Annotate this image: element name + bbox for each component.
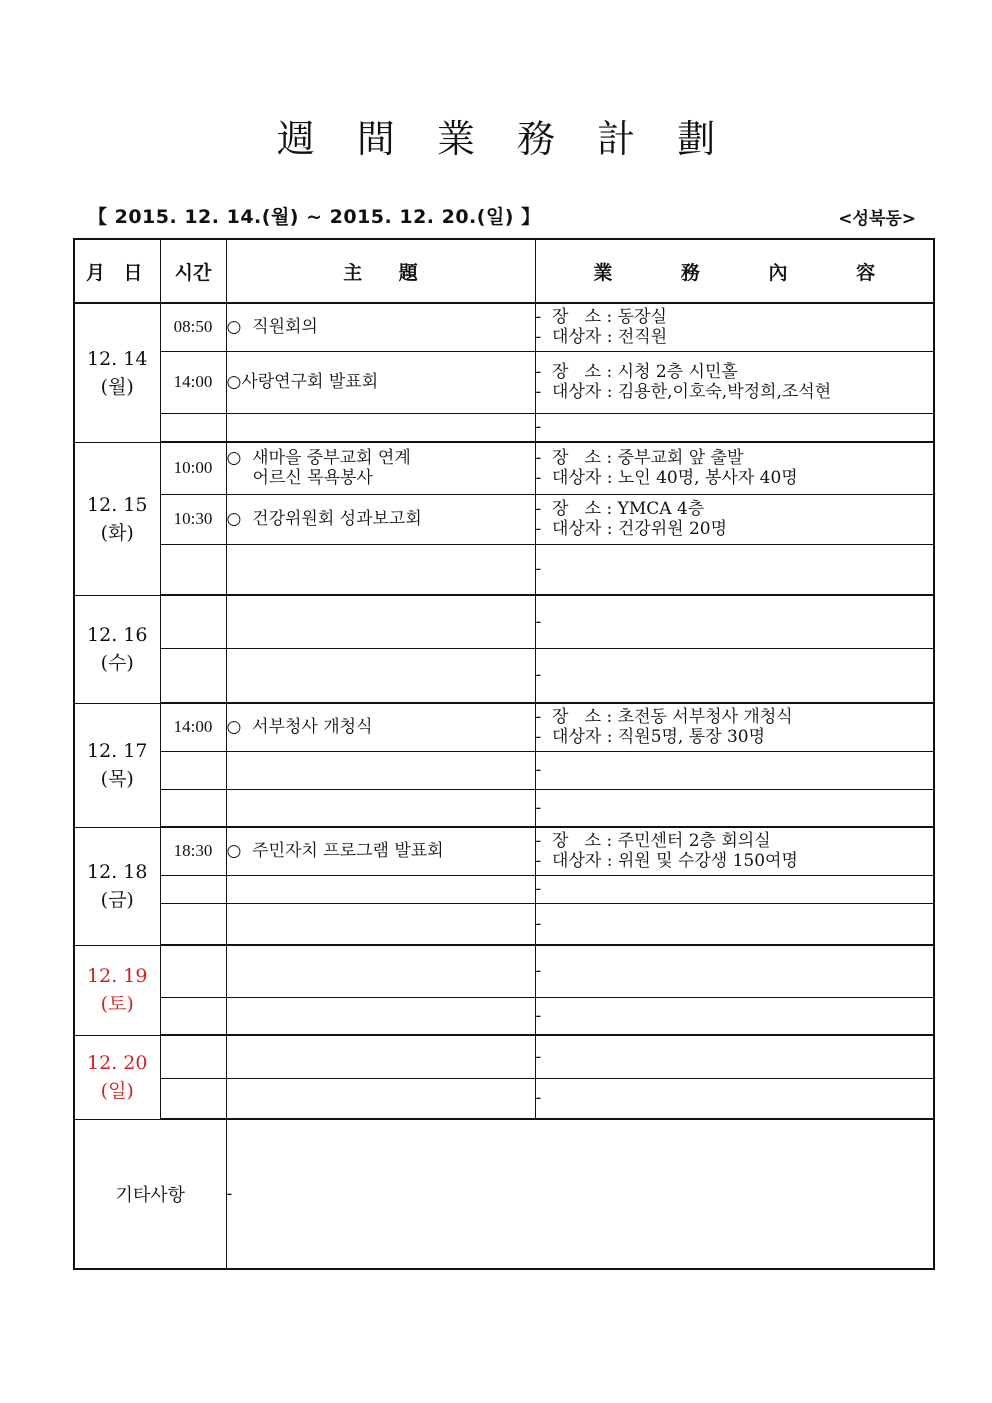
time-cell (160, 789, 226, 827)
day-date: 12. 19 (87, 965, 148, 987)
day-date: 12. 20 (87, 1052, 148, 1074)
subject-line: ○사랑연구회 발표회 (226, 372, 379, 392)
content-line: - 장 소 : 초전동 서부청사 개청식 (535, 707, 793, 728)
subject-cell (226, 494, 535, 544)
time-cell: 10:00 (160, 442, 226, 494)
header-time: 시간 (160, 239, 226, 303)
weekly-plan-table (73, 238, 935, 1270)
content-cell (535, 827, 934, 875)
subject-line: ○ 주민자치 프로그램 발표회 (226, 841, 444, 862)
day-date-cell (74, 703, 160, 827)
day-date: 12. 17 (87, 740, 148, 762)
table-row (74, 351, 934, 413)
content-line: - (535, 1046, 542, 1067)
day-date-cell (74, 303, 160, 442)
subject-line: 어르신 목욕봉사 (252, 468, 373, 489)
day-weekday: (일) (100, 1080, 134, 1102)
subject-cell (226, 303, 535, 351)
table-row (74, 1035, 934, 1078)
subject-cell (226, 1078, 535, 1119)
day-date-cell (74, 595, 160, 703)
time-cell (160, 648, 226, 703)
document-title: 週 間 業 務 計 劃 (276, 117, 716, 161)
subject-cell (226, 442, 535, 494)
time-cell: 08:50 (160, 303, 226, 351)
table-body (74, 303, 934, 1119)
subject-cell (226, 751, 535, 789)
subject-cell (226, 1035, 535, 1078)
content-line: - (535, 760, 542, 780)
content-cell (535, 997, 934, 1035)
content-cell (535, 789, 934, 827)
day-date: 12. 16 (87, 624, 148, 646)
table-row (74, 648, 934, 703)
day-date-cell (74, 1035, 160, 1119)
day-weekday: (월) (100, 375, 134, 398)
header-subject: 主 題 (226, 239, 535, 303)
subject-line: ○ 건강위원회 성과보고회 (226, 509, 422, 529)
time-cell (160, 544, 226, 595)
content-line: - (535, 797, 542, 818)
subject-cell (226, 703, 535, 751)
time-cell (160, 1078, 226, 1119)
content-line: - (535, 559, 542, 580)
table-row (74, 875, 934, 903)
day-weekday: (화) (100, 521, 134, 544)
time-cell (160, 1035, 226, 1078)
subject-cell (226, 903, 535, 945)
content-cell (535, 544, 934, 595)
period-range: 【 2015. 12. 14.(월) ~ 2015. 12. 20.(일) 】 (88, 206, 541, 228)
subject-line: ○ 서부청사 개청식 (226, 717, 373, 738)
day-date-cell (74, 827, 160, 945)
time-cell: 18:30 (160, 827, 226, 875)
content-line: - (535, 879, 542, 899)
table-row (74, 595, 934, 648)
content-line: - 대상자 : 김용한,이호숙,박정희,조석현 (535, 382, 832, 402)
time-cell: 10:30 (160, 494, 226, 544)
content-cell (535, 595, 934, 648)
day-weekday: (목) (100, 768, 134, 790)
content-cell (535, 413, 934, 442)
subject-cell (226, 945, 535, 997)
etc-row (74, 1119, 934, 1269)
content-cell (535, 945, 934, 997)
subject-line: ○ 새마을 중부교회 연계 (226, 448, 411, 469)
time-cell: 14:00 (160, 351, 226, 413)
day-weekday: (금) (100, 889, 134, 911)
time-cell (160, 595, 226, 648)
subject-cell (226, 351, 535, 413)
content-line: - 대상자 : 위원 및 수강생 150여명 (535, 851, 798, 872)
table-row (74, 413, 934, 442)
content-line: - (535, 913, 542, 934)
subject-cell (226, 997, 535, 1035)
content-line: - (535, 417, 542, 438)
day-date-cell (74, 945, 160, 1035)
content-line: - 장 소 : 주민센터 2층 회의실 (535, 831, 771, 852)
content-line: - (535, 961, 542, 982)
day-weekday: (수) (100, 652, 134, 674)
content-cell (535, 751, 934, 789)
day-date: 12. 15 (87, 493, 148, 516)
table-row (74, 544, 934, 595)
content-line: - 장 소 : 동장실 (535, 307, 667, 328)
day-date-cell (74, 442, 160, 595)
content-cell (535, 875, 934, 903)
time-cell (160, 997, 226, 1035)
day-date: 12. 18 (87, 861, 148, 883)
subject-cell (226, 595, 535, 648)
content-line: - 대상자 : 노인 40명, 봉사자 40명 (535, 468, 798, 489)
content-line: - 대상자 : 직원5명, 통장 30명 (535, 727, 766, 748)
day-weekday: (토) (100, 993, 134, 1015)
content-line: - (535, 1005, 542, 1026)
etc-label: 기타사항 (74, 1119, 226, 1269)
header-content: 業 務 內 容 (535, 239, 934, 303)
content-line: - 대상자 : 건강위원 20명 (535, 519, 727, 539)
subject-cell (226, 648, 535, 703)
table-row (74, 997, 934, 1035)
content-cell (535, 303, 934, 351)
table-row (74, 903, 934, 945)
time-cell (160, 875, 226, 903)
day-date: 12. 14 (87, 347, 148, 370)
content-line: - 대상자 : 전직원 (535, 327, 668, 348)
time-cell (160, 413, 226, 442)
department-name: <성북동> (838, 209, 916, 229)
content-cell (535, 648, 934, 703)
content-line: - 장 소 : YMCA 4층 (535, 499, 705, 519)
content-cell (535, 1035, 934, 1078)
table-row (74, 303, 934, 351)
table-row (74, 945, 934, 997)
subject-cell (226, 413, 535, 442)
content-cell (535, 442, 934, 494)
content-cell (535, 903, 934, 945)
time-cell (160, 751, 226, 789)
time-cell (160, 903, 226, 945)
content-line: - (535, 1088, 542, 1109)
content-line: - 장 소 : 중부교회 앞 출발 (535, 448, 744, 469)
content-cell (535, 351, 934, 413)
subject-cell (226, 875, 535, 903)
subject-cell (226, 544, 535, 595)
table-row (74, 751, 934, 789)
table-row (74, 494, 934, 544)
table-row (74, 789, 934, 827)
header-date: 月 日 (74, 239, 160, 303)
table-header-row (74, 239, 934, 303)
table-row (74, 442, 934, 494)
content-line: - (535, 665, 542, 686)
etc-value: - (226, 1119, 934, 1269)
time-cell: 14:00 (160, 703, 226, 751)
time-cell (160, 945, 226, 997)
content-cell (535, 703, 934, 751)
content-cell (535, 1078, 934, 1119)
content-cell (535, 494, 934, 544)
subject-cell (226, 789, 535, 827)
table-row (74, 827, 934, 875)
content-line: - 장 소 : 시청 2층 시민홀 (535, 362, 738, 382)
subject-line: ○ 직원회의 (226, 317, 318, 338)
subject-cell (226, 827, 535, 875)
table-row (74, 703, 934, 751)
table-row (74, 1078, 934, 1119)
content-line: - (535, 611, 542, 632)
